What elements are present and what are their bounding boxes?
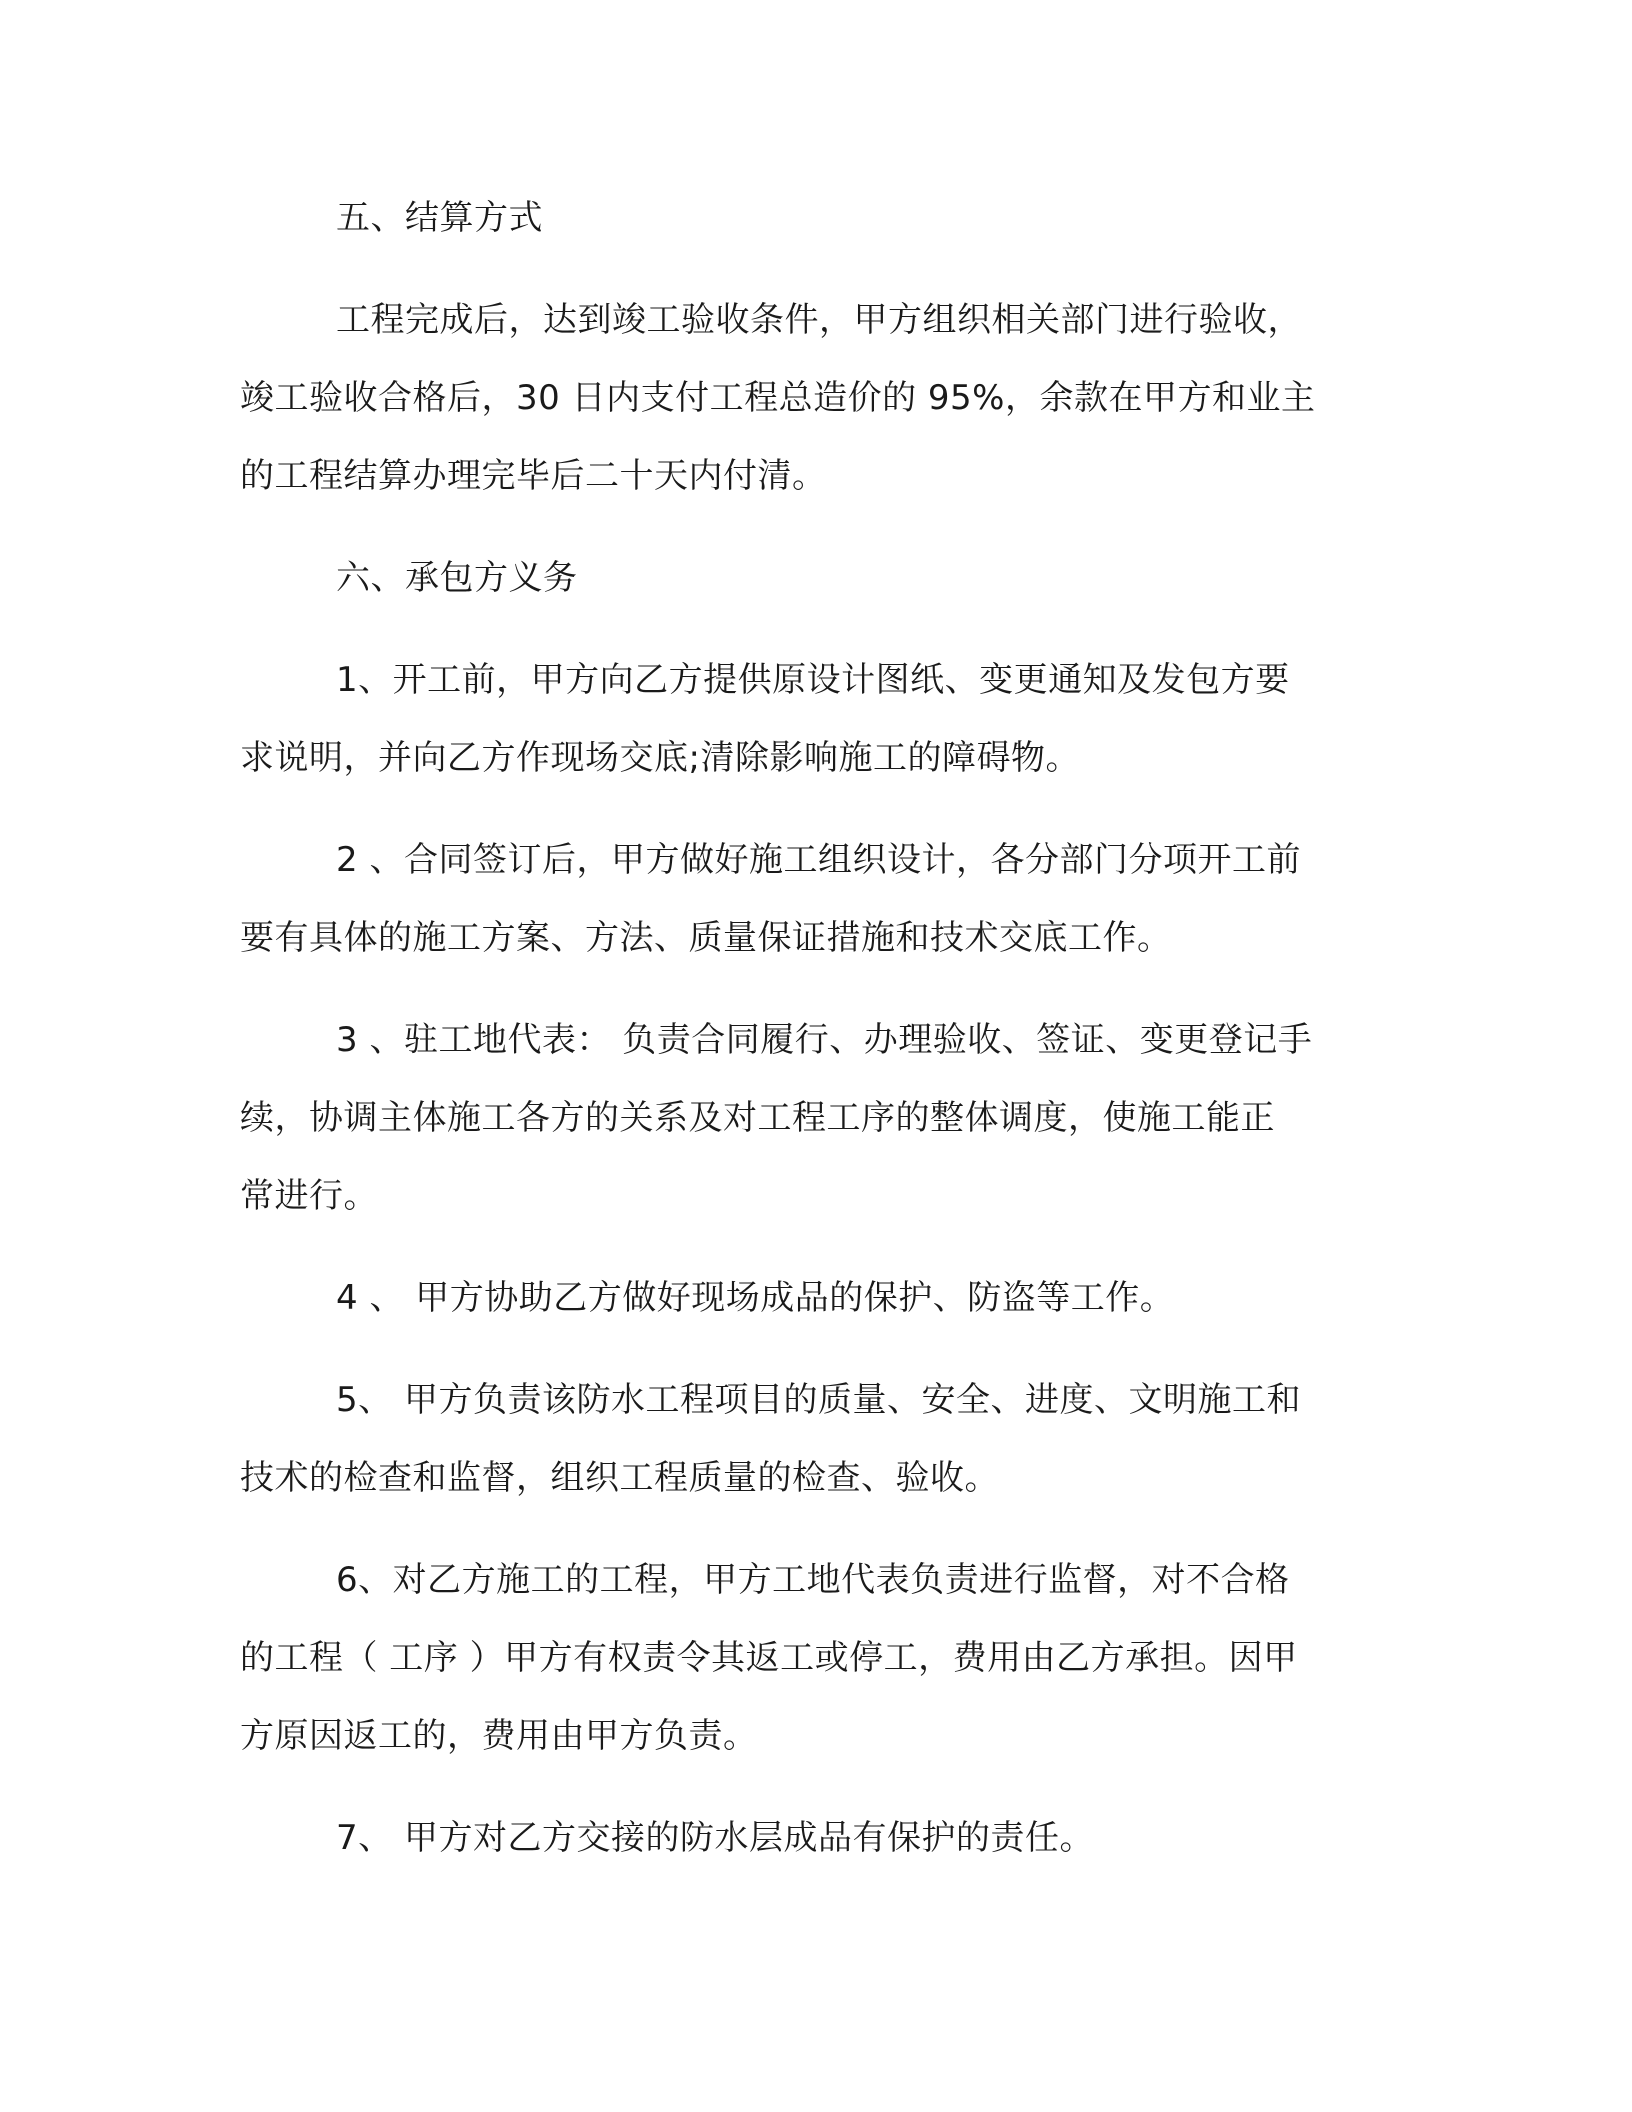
item-7-line: 7、 甲方对乙方交接的防水层成品有保护的责任。 — [336, 1818, 1094, 1858]
item-6-line: 6、对乙方施工的工程，甲方工地代表负责进行监督，对不合格 — [336, 1560, 1290, 1600]
item-1-line: 1、开工前，甲方向乙方提供原设计图纸、变更通知及发包方要 — [336, 660, 1290, 700]
item-3-line: 续，协调主体施工各方的关系及对工程工序的整体调度，使施工能正 — [240, 1098, 1275, 1138]
item-6-line: 的工程（ 工序 ）甲方有权责令其返工或停工，费用由乙方承担。因甲 — [240, 1638, 1298, 1678]
item-2-line: 2 、合同签订后，甲方做好施工组织设计，各分部门分项开工前 — [336, 840, 1301, 880]
section-5-paragraph-line: 工程完成后，达到竣工验收条件，甲方组织相关部门进行验收， — [336, 300, 1302, 340]
item-6-line: 方原因返工的，费用由甲方负责。 — [240, 1716, 758, 1756]
section-5-paragraph-line: 的工程结算办理完毕后二十天内付清。 — [240, 456, 827, 496]
item-5-line: 5、 甲方负责该防水工程项目的质量、安全、进度、文明施工和 — [336, 1380, 1301, 1420]
item-1-line: 求说明，并向乙方作现场交底;清除影响施工的障碍物。 — [240, 738, 1080, 778]
item-3-line: 3 、驻工地代表： 负责合同履行、办理验收、签证、变更登记手 — [336, 1020, 1313, 1060]
section-5-heading: 五、结算方式 — [336, 198, 543, 238]
item-5-line: 技术的检查和监督，组织工程质量的检查、验收。 — [240, 1458, 999, 1498]
item-3-line: 常进行。 — [240, 1176, 378, 1216]
item-4-line: 4 、 甲方协助乙方做好现场成品的保护、防盗等工作。 — [336, 1278, 1175, 1318]
section-6-heading: 六、承包方义务 — [336, 558, 578, 598]
item-2-line: 要有具体的施工方案、方法、质量保证措施和技术交底工作。 — [240, 918, 1172, 958]
section-5-paragraph-line: 竣工验收合格后，30 日内支付工程总造价的 95%，余款在甲方和业主 — [240, 378, 1316, 418]
